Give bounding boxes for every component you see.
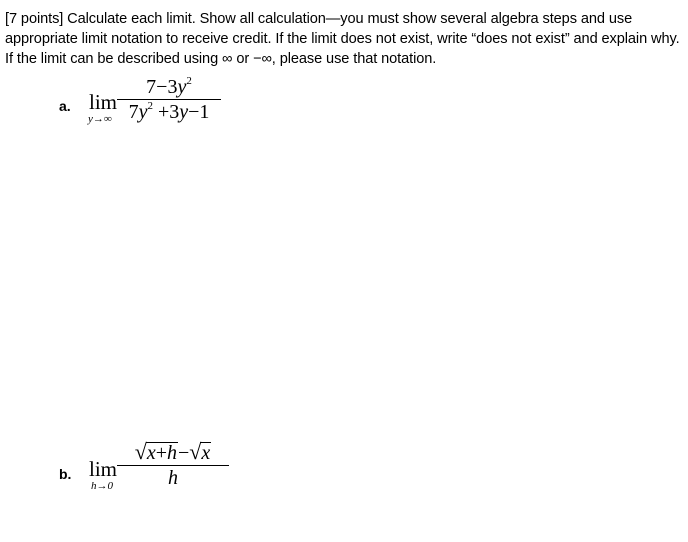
part-a-label: a. (59, 98, 71, 114)
instructions-outro: , please use that notation. (271, 51, 437, 67)
part-b-lim-subscript: h→0 (91, 480, 113, 492)
sqrt-x: √ x (189, 439, 211, 464)
part-b-label: b. (59, 466, 72, 482)
infinity-symbol: ∞ (222, 51, 233, 67)
problem-instructions (5, 9, 681, 69)
part-b-lim: lim (89, 457, 118, 481)
part-a-denominator: $7y^2 +3y-1$ (128, 100, 210, 124)
instructions-or: or (232, 51, 254, 67)
sqrt-x-plus-h: √ x+h (134, 439, 177, 464)
part-b-numerator: √ x+h − √ x (134, 439, 211, 464)
part-a-lim-subscript: y→∞ (88, 113, 112, 125)
part-b-fraction (117, 441, 229, 490)
instructions-intro: [7 points] Calculate each limit. Show all calculation—you must show several algebra steps and use appropriate limit notation to receive credit. If the limit does not exist, write “does not exist” and explain why. If the limit can be described using (5, 11, 680, 67)
part-b-denominator: h (168, 467, 178, 490)
part-a-lim: lim (89, 90, 118, 114)
part-a-fraction (117, 75, 221, 124)
part-a-numerator: $7-3y^2$ (146, 75, 192, 98)
negative-infinity-symbol: −∞ (253, 51, 272, 67)
